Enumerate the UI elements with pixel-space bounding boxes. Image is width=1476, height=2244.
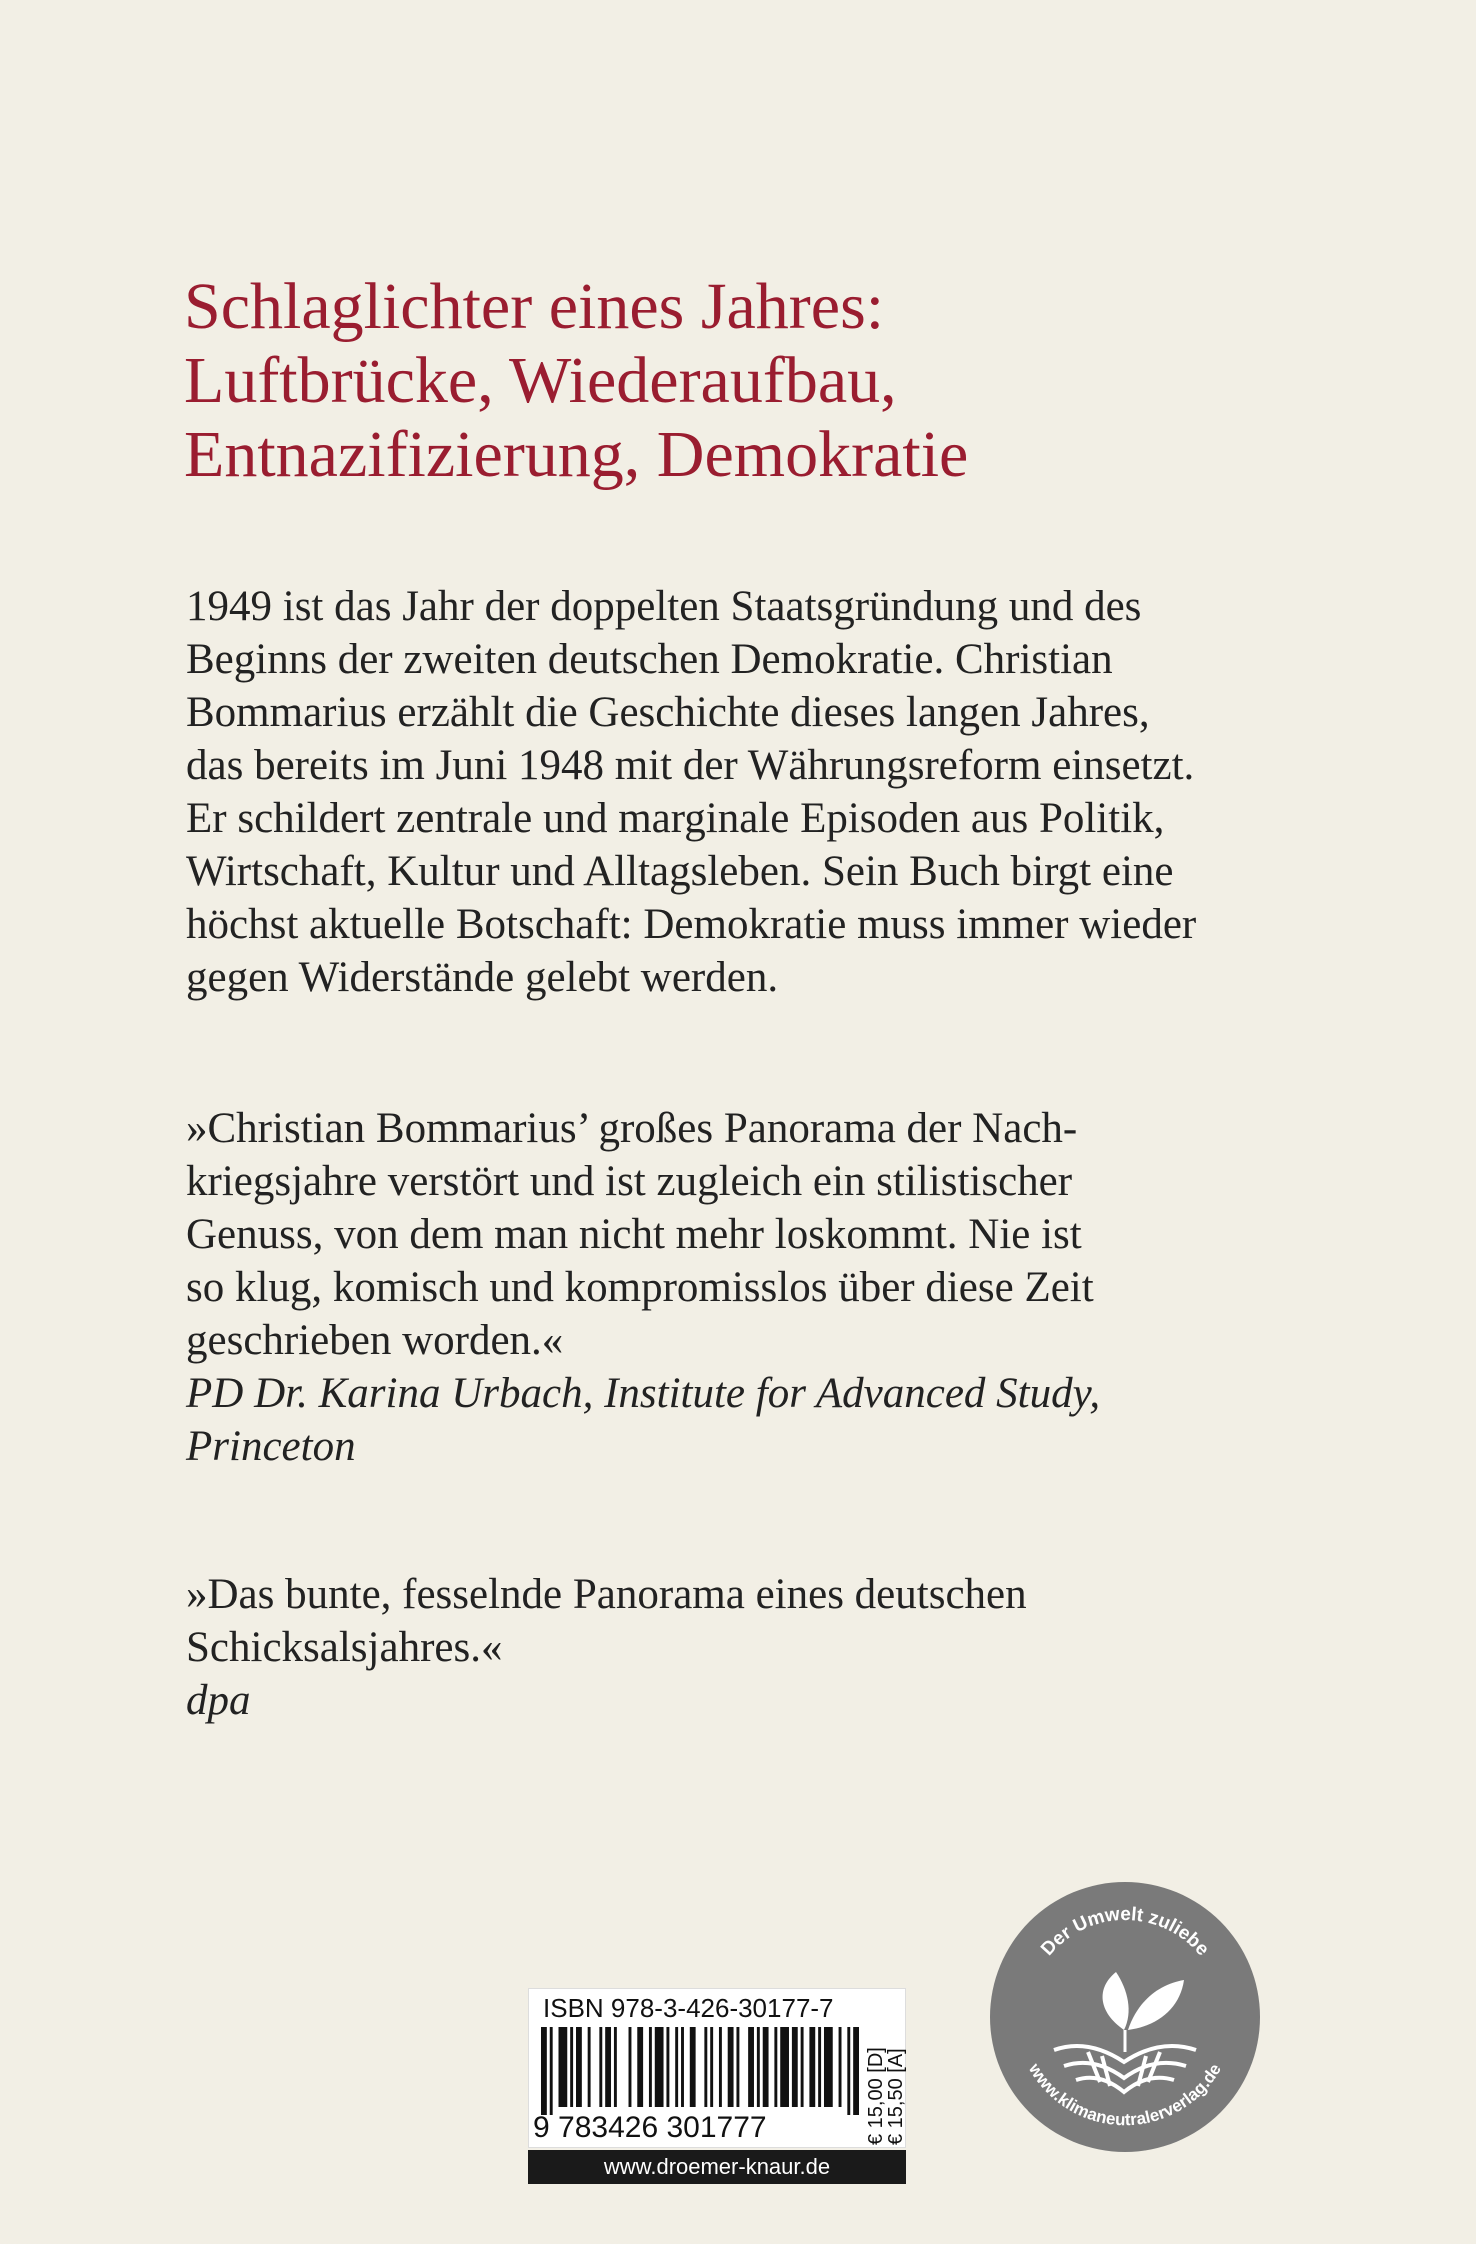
- headline-line: Luftbrücke, Wiederaufbau,: [184, 344, 897, 417]
- blurb-line: höchst aktuelle Botschaft: Demokratie muss immer wieder: [186, 901, 1197, 948]
- blurb-line: Beginns der zweiten deutschen Demokratie. Christian: [186, 636, 1113, 683]
- barcode-bar: [559, 2027, 568, 2107]
- barcode-bar: [736, 2027, 739, 2107]
- barcode-bar: [748, 2027, 754, 2107]
- barcode-bar: [655, 2027, 664, 2107]
- barcode-bar: [847, 2027, 850, 2115]
- barcode-bar: [774, 2027, 777, 2107]
- barcode-bar: [675, 2027, 678, 2107]
- blurb-line: 1949 ist das Jahr der doppelten Staatsgründung und des: [186, 583, 1142, 630]
- quote-line: Genuss, von dem man nicht mehr loskommt. Nie ist: [186, 1211, 1082, 1258]
- barcode-bar: [605, 2027, 611, 2107]
- barcode-bar: [801, 2027, 804, 2107]
- barcode-bar: [839, 2027, 842, 2107]
- quote-line: »Christian Bommarius’ großes Panorama der Nach-: [186, 1105, 1078, 1152]
- barcode-bar: [780, 2027, 789, 2107]
- review-quote-urbach: [186, 1102, 1316, 1473]
- quote-attribution: PD Dr. Karina Urbach, Institute for Advanced Study,: [186, 1370, 1101, 1417]
- barcode-bar: [792, 2027, 798, 2107]
- blurb-line: Er schildert zentrale und marginale Episoden aus Politik,: [186, 795, 1165, 842]
- barcode-bar: [704, 2027, 707, 2107]
- quote-line: so klug, komisch und kompromisslos über diese Zeit: [186, 1264, 1094, 1311]
- barcode-bar: [719, 2027, 722, 2107]
- barcode-bars: [541, 2027, 859, 2115]
- price-germany: € 15,00 [D]: [865, 2047, 887, 2145]
- quote-line: »Das bunte, fesselnde Panorama eines deutschen: [186, 1571, 1027, 1618]
- barcode-bar: [809, 2027, 815, 2107]
- quote-line: kriegsjahre verstört und ist zugleich ein stilistischer: [186, 1158, 1073, 1205]
- barcode-bar: [690, 2027, 696, 2107]
- barcode-bar: [588, 2027, 591, 2107]
- barcode-bar: [818, 2027, 821, 2107]
- quote-attribution: dpa: [186, 1677, 251, 1724]
- barcode-bar: [728, 2027, 734, 2107]
- seal-top-text: Der Umwelt zuliebe: [1037, 1903, 1214, 1960]
- barcode-bar: [757, 2027, 760, 2107]
- barcode-bar: [629, 2027, 632, 2107]
- blurb-line: gegen Widerstände gelebt werden.: [186, 954, 779, 1001]
- barcode-bar: [824, 2027, 833, 2107]
- price-austria: € 15,50 [A]: [885, 2048, 907, 2145]
- barcode-bar: [550, 2027, 553, 2115]
- barcode-bar: [710, 2027, 713, 2107]
- barcode-bar: [763, 2027, 769, 2107]
- review-quote-dpa: [186, 1568, 1316, 1727]
- barcode-bar: [614, 2027, 617, 2107]
- blurb-line: Bommarius erzählt die Geschichte dieses langen Jahres,: [186, 689, 1150, 736]
- quote-line: geschrieben worden.«: [186, 1317, 564, 1364]
- blurb: [186, 580, 1316, 1004]
- headline: [184, 270, 1334, 492]
- barcode: [528, 1988, 906, 2148]
- quote-attribution: Princeton: [186, 1423, 356, 1470]
- seal-bottom-text: www.klimaneutralerverlag.de: [1024, 2060, 1225, 2130]
- barcode-bar: [649, 2027, 652, 2107]
- barcode-bar: [637, 2027, 643, 2107]
- barcode-bar: [681, 2027, 684, 2107]
- barcode-digits: 9 783426 301777: [533, 2111, 767, 2144]
- quote-line: Schicksalsjahres.«: [186, 1624, 503, 1671]
- barcode-bar: [599, 2027, 602, 2107]
- headline-line: Schlaglichter eines Jahres:: [184, 270, 885, 343]
- blurb-line: das bereits im Juni 1948 mit der Währungsreform einsetzt.: [186, 742, 1195, 789]
- isbn-label: ISBN 978-3-426-30177-7: [543, 1993, 834, 2023]
- blurb-line: Wirtschaft, Kultur und Alltagsleben. Sein Buch birgt eine: [186, 848, 1174, 895]
- barcode-bar: [853, 2027, 859, 2115]
- headline-line: Entnazifizierung, Demokratie: [184, 418, 969, 491]
- barcode-bar: [570, 2027, 573, 2107]
- barcode-bar: [541, 2027, 547, 2115]
- barcode-bar: [576, 2027, 582, 2107]
- publisher-website: www.droemer-knaur.de: [528, 2150, 906, 2184]
- climate-neutral-seal: [988, 1880, 1262, 2154]
- barcode-bar: [666, 2027, 669, 2107]
